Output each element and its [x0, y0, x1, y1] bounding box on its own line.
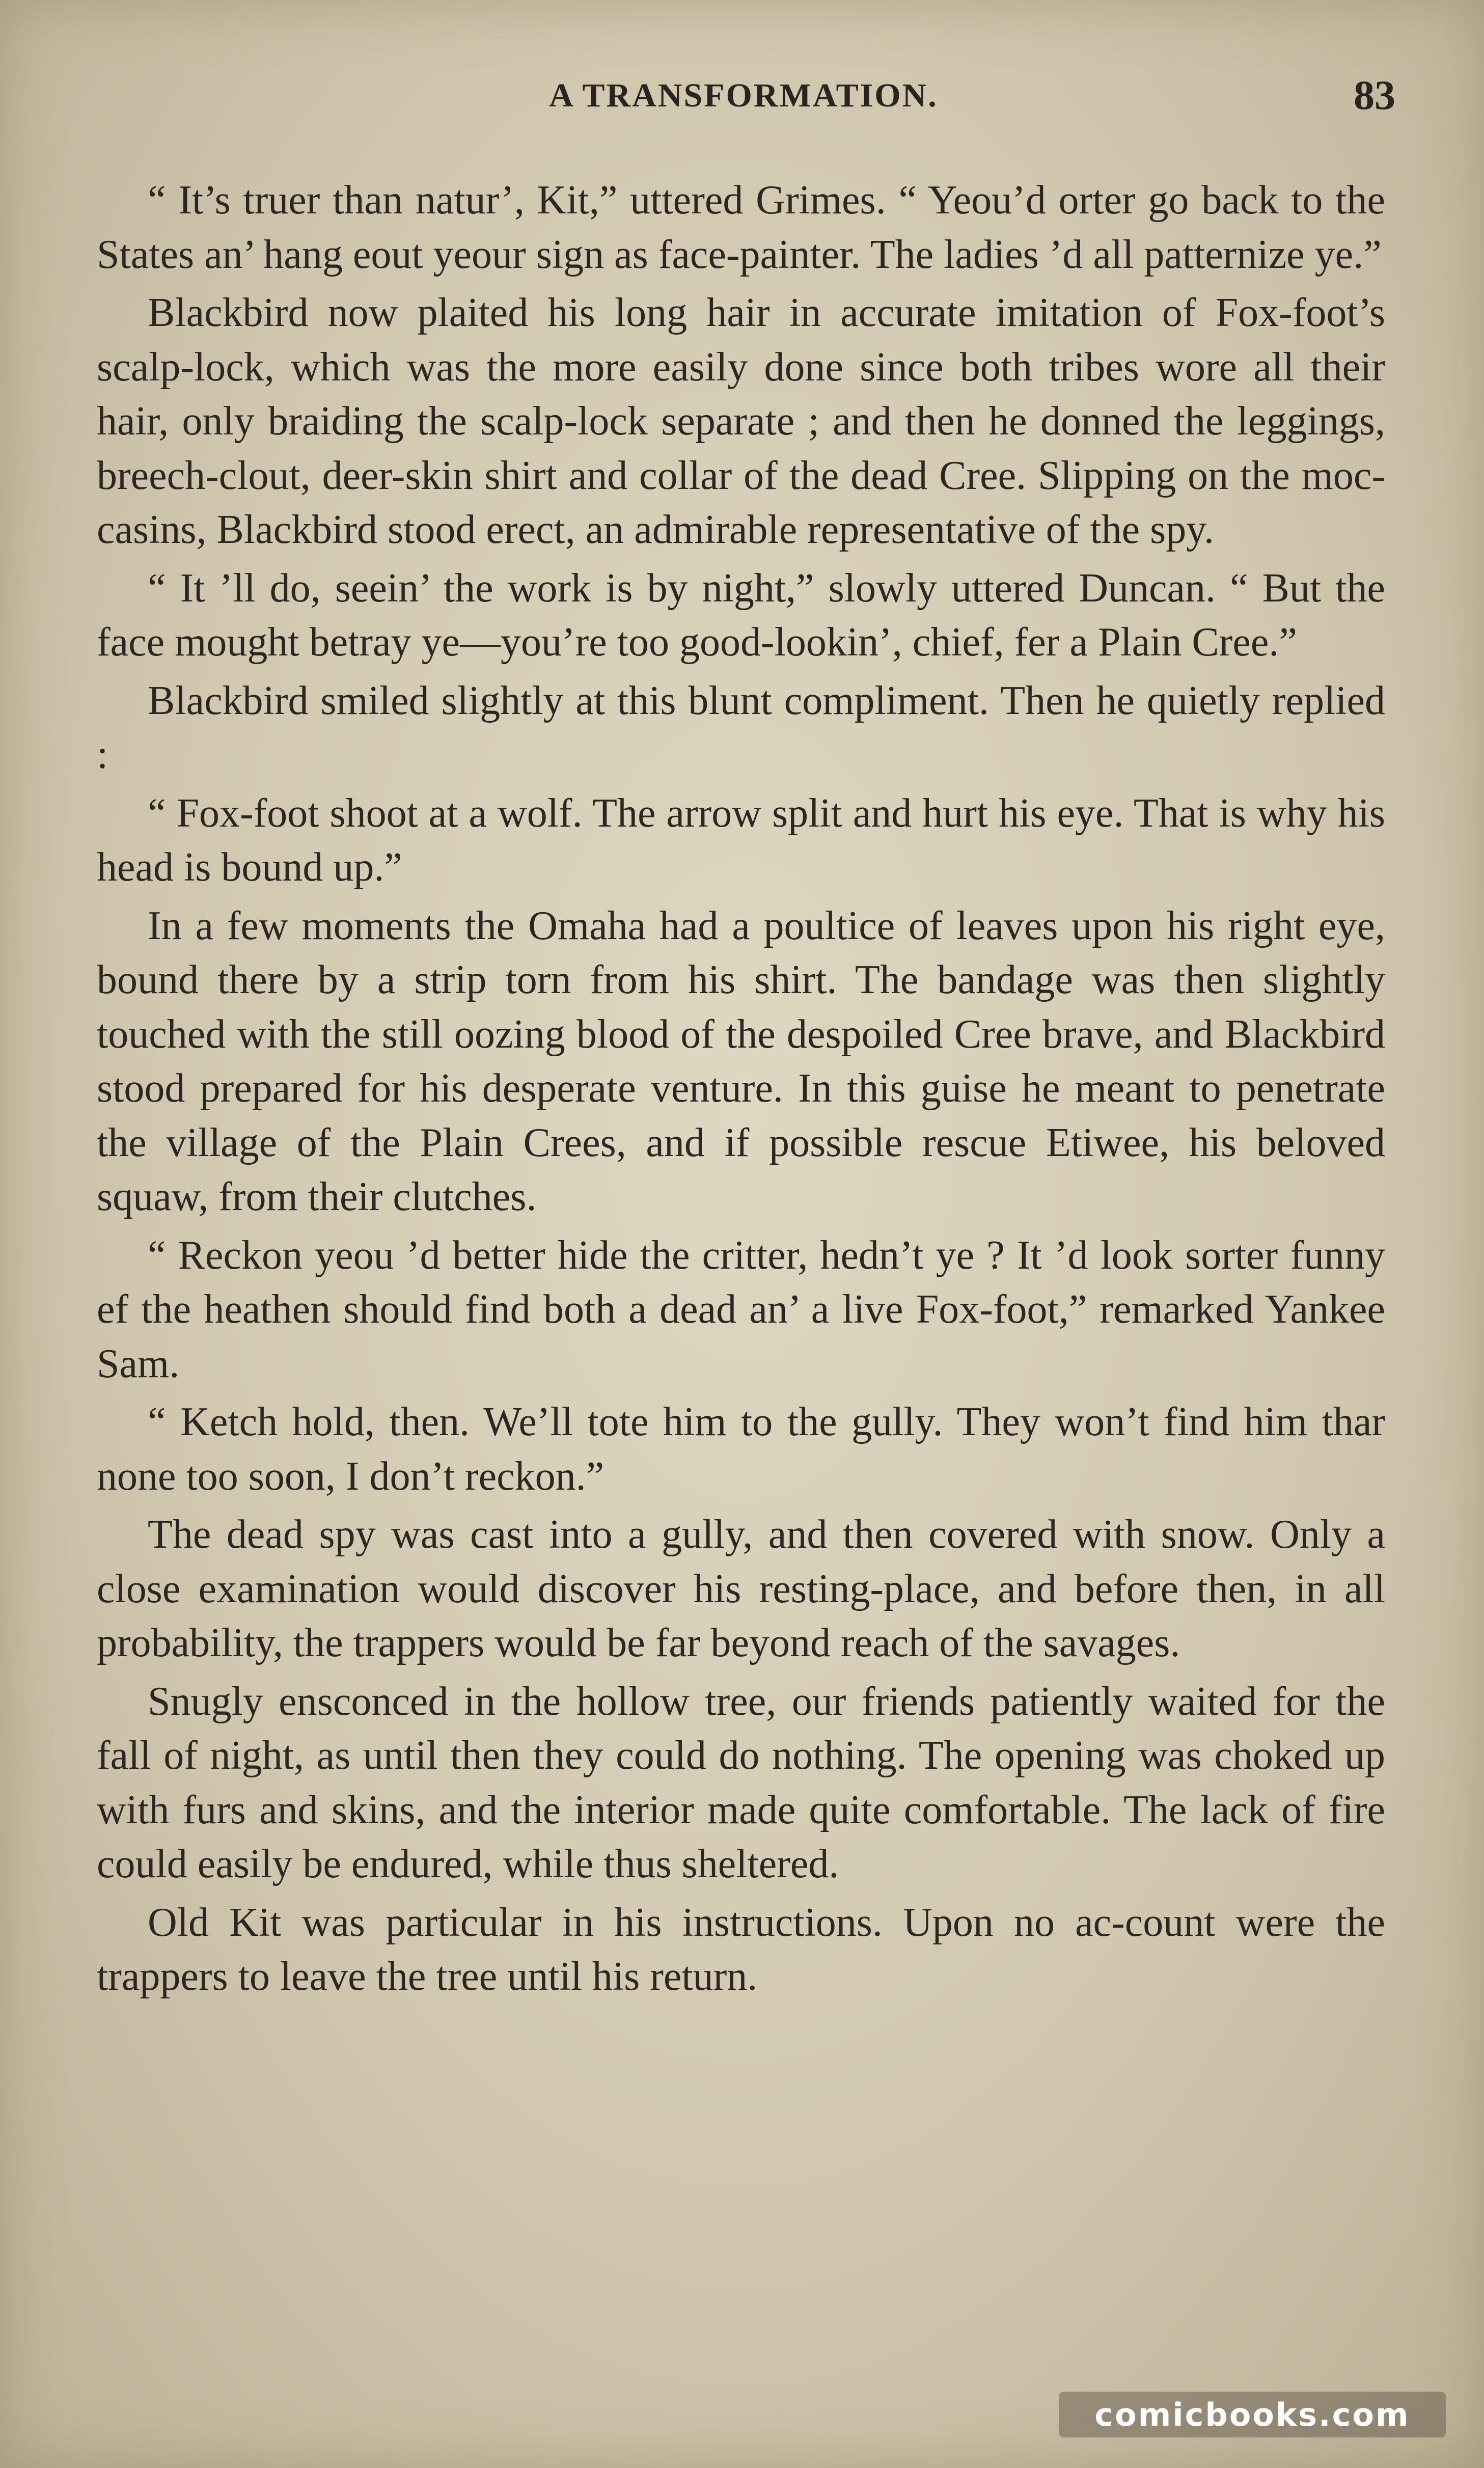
paragraph: Blackbird smiled slightly at this blunt compliment. Then he quietly replied :	[97, 678, 1385, 777]
watermark: comicbooks.com	[1059, 2392, 1446, 2437]
paragraph: Blackbird now plaited his long hair in accurate imitation of Fox-foot’s scalp-lock, which was the more easily done since both tribes wore all their hair, only braiding the scalp-lock separate ; and then he donned the leggings, breech-clout, deer-skin shirt and collar of the dead Cree. Slipping on the moc-casins, Blackbird stood erect, an admirable representative of the spy.	[97, 290, 1385, 552]
paragraph: “ It’s truer than natur’, Kit,” uttered Grimes. “ Yeou’d orter go back to the States an’ hang eout yeour sign as face-painter. The ladies ’d all patternize ye.”	[97, 178, 1385, 277]
paragraph: “ Ketch hold, then. We’ll tote him to the gully. They won’t find him thar none too soon, I don’t reckon.”	[97, 1400, 1385, 1499]
running-title: A TRANSFORMATION.	[549, 77, 938, 114]
paragraph: The dead spy was cast into a gully, and then covered with snow. Only a close examination would discover his resting-place, and before then, in all probability, the trappers would be far beyond reach of the savages.	[97, 1512, 1385, 1665]
body-text	[97, 173, 1385, 2008]
page-header	[92, 72, 1395, 132]
paragraph: In a few moments the Omaha had a poultice of leaves upon his right eye, bound there by a strip torn from his shirt. The bandage was then slightly touched with the still oozing blood of the despoiled Cree brave, and Blackbird stood prepared for his desperate venture. In this guise he meant to penetrate the village of the Plain Crees, and if possible rescue Etiwee, his beloved squaw, from their clutches.	[97, 903, 1385, 1219]
paragraph: “ It ’ll do, seein’ the work is by night,” slowly uttered Duncan. “ But the face mought betray ye—you’re too good-lookin’, chief, fer a Plain Cree.”	[97, 565, 1385, 665]
page-number: 83	[1354, 72, 1395, 118]
paragraph: “ Fox-foot shoot at a wolf. The arrow split and hurt his eye. That is why his head is bound up.”	[97, 790, 1385, 890]
paragraph: Snugly ensconced in the hollow tree, our friends patiently waited for the fall of night, as until then they could do nothing. The opening was choked up with furs and skins, and the interior made quite comfortable. The lack of fire could easily be endured, while thus sheltered.	[97, 1679, 1385, 1886]
paragraph: Old Kit was particular in his instructions. Upon no ac-count were the trappers to leave the tree until his return.	[97, 1900, 1385, 1999]
paragraph: “ Reckon yeou ’d better hide the critter, hedn’t ye ? It ’d look sorter funny ef the heathen should find both a dead an’ a live Fox-foot,” remarked Yankee Sam.	[97, 1232, 1385, 1386]
